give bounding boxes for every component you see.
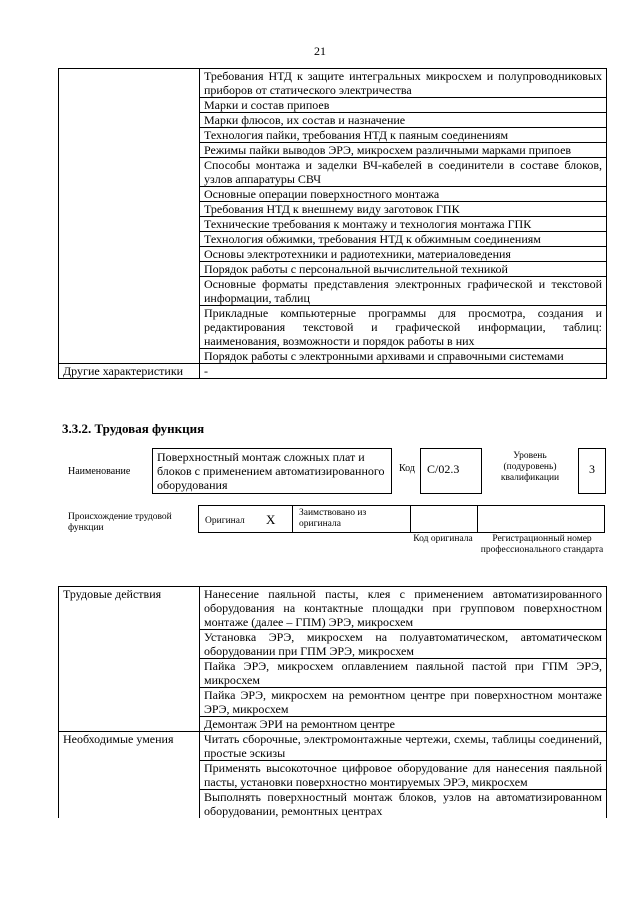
knowledge-item: Порядок работы с электронными архивами и справочными системами — [200, 349, 607, 364]
knowledge-item: Технология обжимки, требования НТД к обжимным соединениям — [200, 232, 607, 247]
labor-action-item: Пайка ЭРЭ, микросхем оплавлением паяльной пастой при ГПМ ЭРЭ, микросхем — [200, 659, 607, 688]
knowledge-item: Основные форматы представления электронных графической и текстовой информации, таблиц — [200, 277, 607, 306]
page-number: 21 — [314, 44, 326, 58]
labor-actions-label: Трудовые действия — [59, 587, 200, 732]
original-mark: X — [266, 512, 276, 527]
section-title: 3.3.2. Трудовая функция — [62, 421, 205, 436]
origin-label: Происхождение трудовой функции — [68, 512, 172, 533]
code-original-caption: Код оригинала — [413, 534, 473, 544]
code-value-box: C/02.3 — [420, 448, 482, 494]
name-label: Наименование — [68, 466, 131, 477]
labor-action-item: Нанесение паяльной пасты, клея с применением автоматизированного оборудования на контактные площадки при групповом поверхностном монтаже (далее – ГПМ) ЭРЭ, микросхем — [200, 587, 607, 630]
borrowed-label: Заимствовано из оригинала — [299, 508, 367, 529]
labor-action-item: Демонтаж ЭРИ на ремонтном центре — [200, 717, 607, 732]
knowledge-item: Технические требования к монтажу и технология монтажа ГПК — [200, 217, 607, 232]
skill-item: Читать сборочные, электромонтажные чертежи, схемы, таблицы соединений, простые эскизы — [200, 732, 607, 761]
borrowed-cell — [292, 506, 411, 532]
skill-item: Применять высокоточное цифровое оборудование для нанесения паяльной пасты, установки поверхностно монтируемых ЭРЭ, микросхем — [200, 761, 607, 790]
origin-row-box — [198, 505, 605, 533]
knowledge-item: Порядок работы с персональной вычислительной техникой — [200, 262, 607, 277]
level-value-box: 3 — [578, 448, 606, 494]
other-characteristics-value: - — [200, 364, 607, 379]
code-original-cell — [410, 506, 478, 532]
labor-action-item: Пайка ЭРЭ, микросхем на ремонтном центре при поверхностном монтаже ЭРЭ, микросхем — [200, 688, 607, 717]
knowledge-item: Способы монтажа и заделки ВЧ-кабелей в соединители в составе блоков, узлов аппаратуры СВЧ — [200, 158, 607, 187]
knowledge-item: Основы электротехники и радиотехники, материаловедения — [200, 247, 607, 262]
knowledge-item: Технология пайки, требования НТД к паяным соединениям — [200, 128, 607, 143]
knowledge-item: Режимы пайки выводов ЭРЭ, микросхем различными марками припоев — [200, 143, 607, 158]
knowledge-item: Основные операции поверхностного монтажа — [200, 187, 607, 202]
other-characteristics-label: Другие характеристики — [59, 364, 200, 379]
code-label: Код — [399, 463, 415, 474]
knowledge-table — [58, 68, 607, 379]
knowledge-item: Прикладные компьютерные программы для просмотра, создания и редактирования текстовой и графической информации, таблиц: наименования, возможности и порядок работы в них — [200, 306, 607, 349]
function-name-box: Поверхностный монтаж сложных плат и блоков с применением автоматизированного оборудования — [152, 448, 392, 494]
actions-table — [58, 586, 607, 818]
knowledge-item: Марки и состав припоев — [200, 98, 607, 113]
knowledge-item: Марки флюсов, их состав и назначение — [200, 113, 607, 128]
knowledge-item: Требования НТД к защите интегральных микросхем и полупроводниковых приборов от статического электричества — [200, 69, 607, 98]
registration-caption: Регистрационный номер профессионального стандарта — [480, 534, 604, 555]
skill-item: Выполнять поверхностный монтаж блоков, узлов на автоматизированном оборудовании, ремонтных центрах — [200, 790, 607, 819]
knowledge-item: Требования НТД к внешнему виду заготовок ГПК — [200, 202, 607, 217]
level-label: Уровень (подуровень) квалификации — [500, 451, 560, 483]
labor-action-item: Установка ЭРЭ, микросхем на полуавтоматическом, автоматическом оборудовании при ГПМ ЭРЭ, микросхем — [200, 630, 607, 659]
knowledge-label-cell — [59, 69, 200, 364]
original-cell — [199, 506, 293, 532]
skills-label: Необходимые умения — [59, 732, 200, 819]
original-label: Оригинал — [205, 516, 245, 526]
